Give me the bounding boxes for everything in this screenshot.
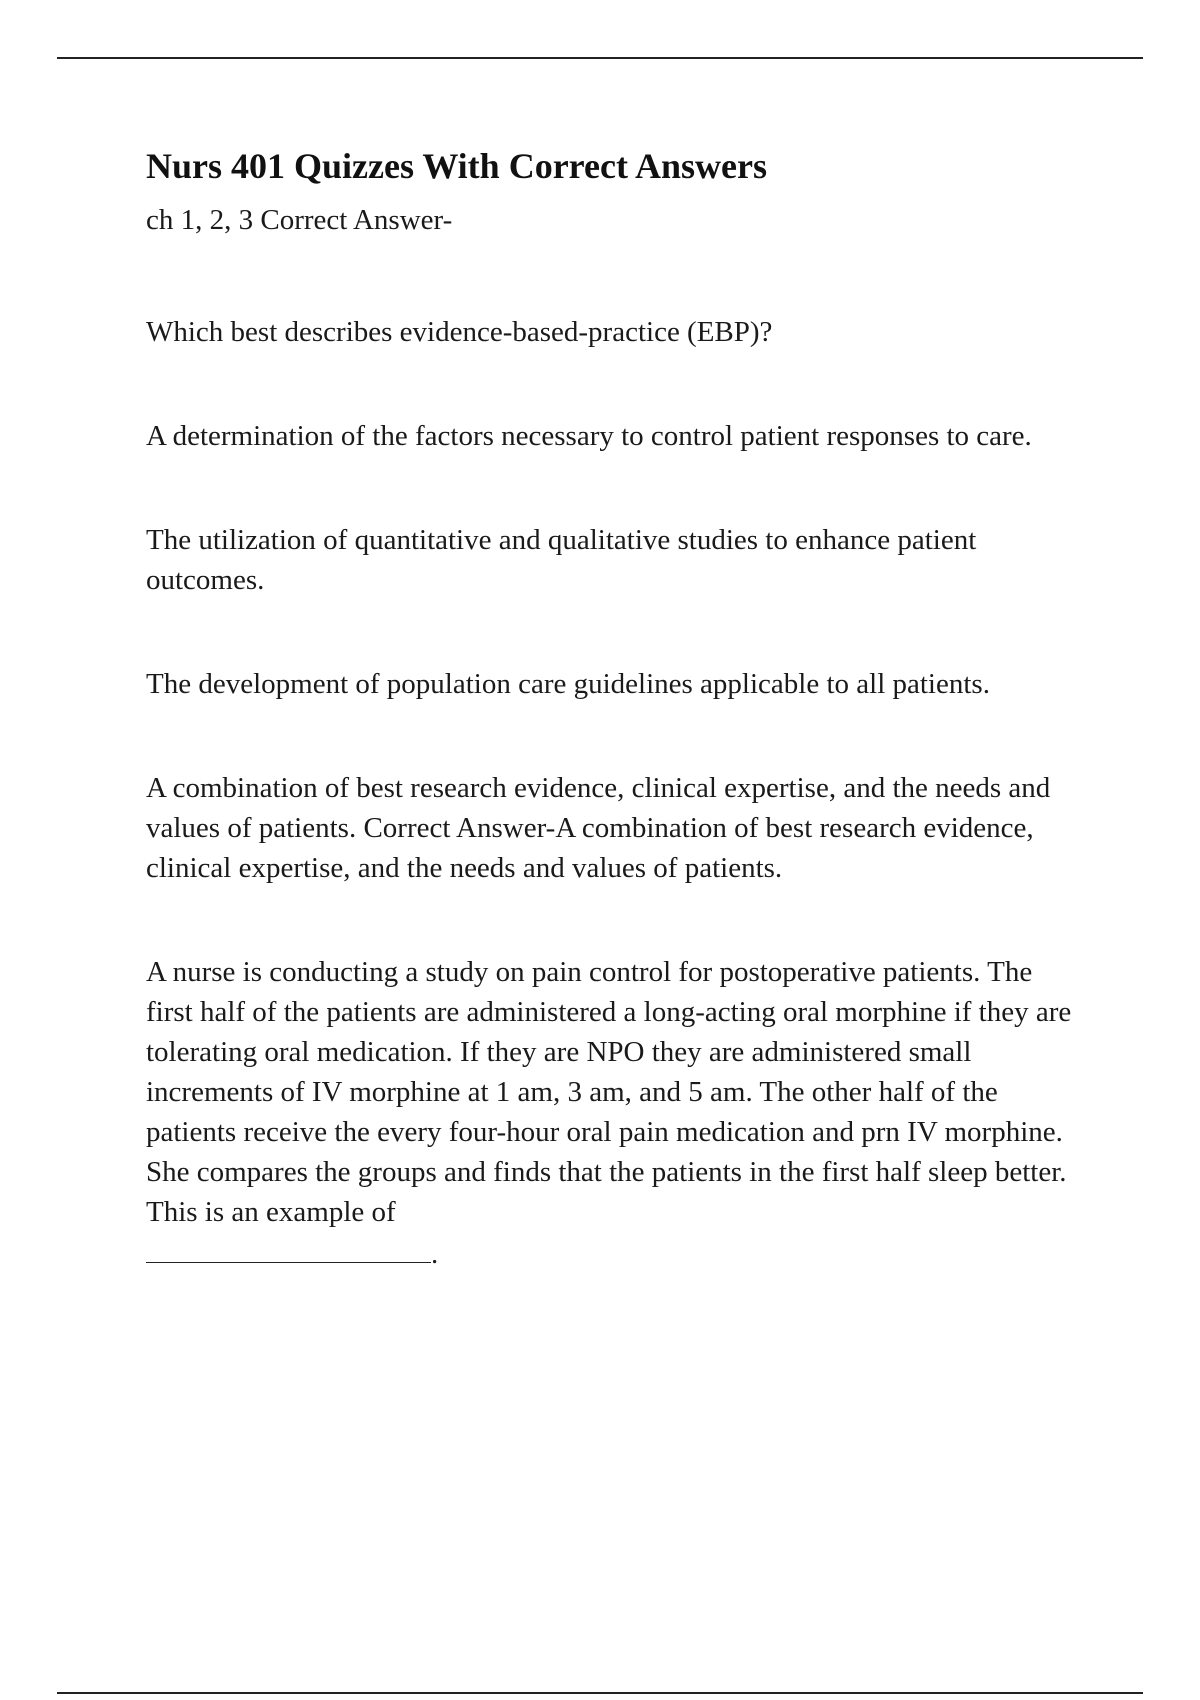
question-2-text: A nurse is conducting a study on pain control for postoperative patients. The first half of the patients are administered a long-acting oral morphine if they are tolerating oral medication. If they are NPO they are administered small increments of IV morphine at 1 am, 3 am, and 5 am. The other half of the patients receive the every four-hour oral pain medication and prn IV morphine. She compares the groups and finds that the patients in the first half sleep better. This is an example of bbox=[146, 956, 1072, 1228]
question-1-option-1: A determination of the factors necessary to control patient responses to care. bbox=[146, 420, 1032, 452]
answer-blank bbox=[146, 1232, 431, 1263]
chapter-label: ch 1, 2, 3 Correct Answer- bbox=[146, 204, 453, 236]
question-1-option-3: The development of population care guidelines applicable to all patients. bbox=[146, 668, 990, 700]
question-1-prompt: Which best describes evidence-based-practice (EBP)? bbox=[146, 316, 773, 348]
top-rule bbox=[57, 57, 1143, 59]
document-title: Nurs 401 Quizzes With Correct Answers bbox=[146, 146, 767, 186]
question-1-option-2: The utilization of quantitative and qualitative studies to enhance patient outcomes. bbox=[146, 524, 977, 596]
bottom-rule bbox=[57, 1692, 1143, 1694]
blank-period: . bbox=[431, 1238, 439, 1270]
document-body bbox=[146, 140, 1146, 1274]
question-1-option-4-with-answer: A combination of best research evidence, clinical expertise, and the needs and values of patients. Correct Answer-A combination of best research evidence, clinical expertise, and the needs and values of patients. bbox=[146, 772, 1051, 884]
question-2-prompt bbox=[146, 952, 1086, 1274]
